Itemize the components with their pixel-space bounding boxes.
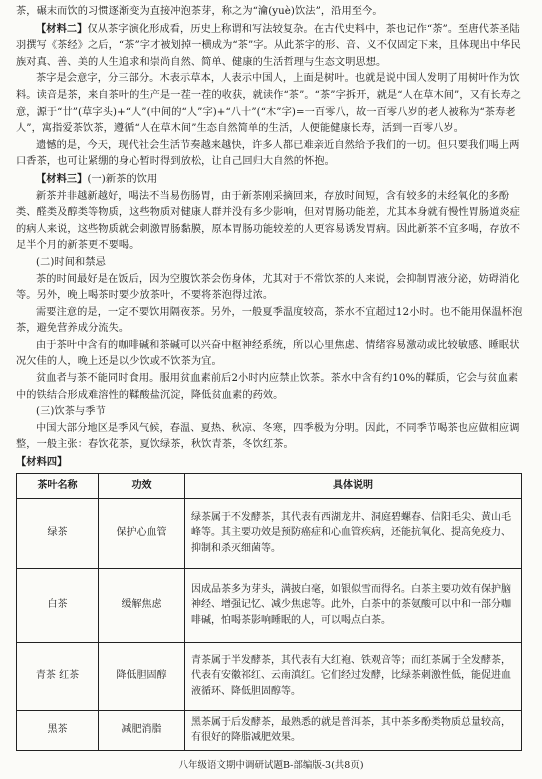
table-row — [17, 710, 522, 750]
table-row — [17, 498, 522, 568]
tea-table — [16, 473, 522, 751]
material-label: 【材料三】 — [36, 172, 88, 185]
material-label: 【材料四】 — [16, 456, 68, 469]
paragraph: 茶，碾末而饮的习惯逐渐变为直接冲泡茶芽，称之为“瀹(yuè)饮法”，沿用至今。 — [16, 6, 383, 17]
paragraph — [16, 21, 524, 72]
paragraph-text: 仅从茶字演化形成看，历史上称谓和写法较复杂。在古代史料中，茶也记作“荼”。至唐代茶圣陆羽撰写《茶经》之后，“茶”字才被划掉一横成为“茶”字。从此茶字的形、音、义不仅固定下来，且体现出中华民族对真、善、美的人生追求和崇尚自然、简单、健康的生活哲理与生态文明思想。 — [16, 23, 521, 68]
table-header: 具体说明 — [185, 473, 522, 498]
tea-description: 黑茶属于后发酵茶，最熟悉的就是普洱茶，其中茶多酚类物质总量较高，有很好的降脂减肥效果。 — [185, 710, 522, 750]
tea-effect: 降低胆固醇 — [99, 642, 185, 710]
tea-name: 白茶 — [17, 568, 99, 642]
section-heading — [16, 171, 524, 189]
paragraph: 茶字是会意字，分三部分。木表示草本，人表示中国人，上面是树叶。也就是说中国人发明了用树叶作为饮料。读音是茶，来自茶叶的生产是一茬一茬的收获，就读作“茶”。“茶”字拆开，就是“人在草木间”，又有长寿之意，源于“廿”(草字头)+“人”(中间的“人”字)+“八十”(“木”字)=一百零八，故一百零八岁的老人被称为“茶寿老人”，寓指爱茶饮茶，遵循“人在草木间”生态自然简单的生活，人便能健康长寿，活到一百零八岁。 — [16, 73, 522, 135]
tea-name: 绿茶 — [17, 498, 99, 568]
paragraph: 新茶并非越新越好，喝法不当易伤肠胃，由于新茶刚采摘回来，存放时间短，含有较多的未经氧化的多酚类、醛类及醇类等物质，这些物质对健康人群并没有多少影响，但对胃肠功能差，尤其本身就有慢性胃肠道炎症的病人来说，这些物质就会刺激胃肠黏膜，原本胃肠功能较差的人更容易诱发胃病。因此新茶不宜多喝，存放不足半个月的新茶更不要喝。 — [16, 190, 521, 252]
table-header-row — [17, 473, 522, 498]
table-header: 茶叶名称 — [17, 473, 99, 498]
paragraph: 由于茶叶中含有的咖啡碱和茶碱可以兴奋中枢神经系统，所以心里焦虑、情绪容易激动或比较敏感、睡眠状况欠佳的人，晚上还是以少饮或不饮茶为宜。 — [16, 339, 520, 368]
table-header: 功效 — [99, 473, 185, 498]
tea-name: 黑茶 — [17, 710, 99, 750]
material-label: 【材料二】 — [36, 22, 88, 35]
paragraph: 需要注意的是，一定不要饮用隔夜茶。另外，一般夏季温度较高，茶水不宜超过12小时。也不能用保温杯泡茶，避免营养成分流失。 — [16, 306, 523, 335]
tea-effect: 缓解焦虑 — [99, 568, 185, 642]
table-row — [17, 642, 522, 710]
paragraph: 茶的时间最好是在饭后，因为空腹饮茶会伤身体，尤其对于不常饮茶的人来说，会抑制胃液分泌，妨碍消化等。另外，晚上喝茶时要少放茶叶，不要将茶泡得过浓。 — [16, 273, 520, 302]
subheading: (三)饮茶与季节 — [36, 406, 106, 418]
tea-description: 青茶属于半发酵茶，其代表有大红袍、铁观音等；而红茶属于全发酵茶，代表有安徽祁红、云南滇红。它们经过发酵，比绿茶刺激性低，能促进血液循环、降低胆固醇等。 — [185, 642, 522, 710]
table-row — [17, 568, 522, 642]
tea-description: 因成品茶多为芽头，满披白毫，如银似雪而得名。白茶主要功效有保护脑神经、增强记忆、减少焦虑等。此外，白茶中的茶氨酸可以中和一部分咖啡碱，怕喝茶影响睡眠的人，可以喝点白茶。 — [185, 568, 522, 642]
paragraph: 遗憾的是，今天，现代社会生活节奏越来越快，许多人都已难亲近自然给予我们的一切。但只要我们喝上两口香茶，也可让紧绷的身心暂时得到放松，让自己回归大自然的怀抱。 — [16, 139, 520, 168]
tea-name: 青茶 红茶 — [17, 642, 99, 710]
paragraph: 贫血者与茶不能同时食用。服用贫血素前后2小时内应禁止饮茶。茶水中含有约10%的鞣质，它会与贫血素中的铁结合形成难溶性的鞣酸盐沉淀，降低贫血素的药效。 — [16, 373, 519, 401]
subheading-text: (一)新茶的饮用 — [87, 173, 158, 185]
tea-effect: 保护心血管 — [99, 498, 185, 568]
tea-description: 绿茶属于不发酵茶，其代表有西湖龙井、洞庭碧螺春、信阳毛尖、黄山毛峰等。其主要功效是预防癌症和心血管疾病，还能抗氧化、提高免疫力、抑制和杀灭细菌等。 — [185, 498, 522, 568]
page-footer: 八年级语文期中调研试题B-部编版-3(共8页) — [178, 760, 364, 771]
paragraph: 中国大部分地区是季风气候，春温、夏热、秋凉、冬寒，四季极为分明。因此，不同季节喝茶也应做相应调整，一般主张：春饮花茶，夏饮绿茶，秋饮青茶，冬饮红茶。 — [16, 422, 520, 451]
tea-effect: 减肥消脂 — [99, 710, 185, 750]
subheading: (二)时间和禁忌 — [36, 256, 106, 268]
